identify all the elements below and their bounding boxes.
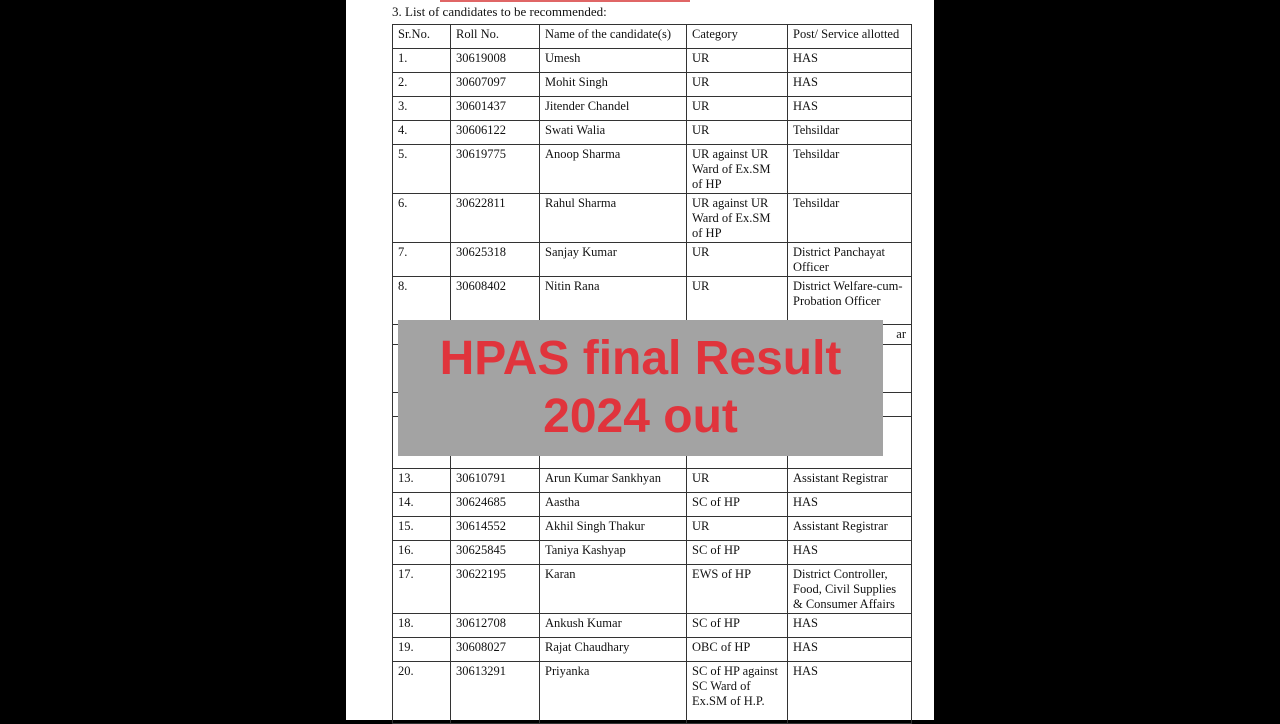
banner-title-line: HPAS final Result — [439, 332, 842, 385]
table-row — [393, 541, 912, 565]
cell-roll-no: 30601437 — [451, 97, 540, 121]
cell-category: SC of HP — [687, 541, 788, 565]
cell-candidate-name: Umesh — [540, 49, 687, 73]
cell-post: Tehsildar — [788, 145, 912, 194]
table-row — [393, 469, 912, 493]
table-row — [393, 145, 912, 194]
cell-candidate-name: Ankush Kumar — [540, 614, 687, 638]
cell-category: UR — [687, 121, 788, 145]
cell-category: UR — [687, 277, 788, 325]
cell-sr-no: 7. — [393, 243, 451, 277]
cell-sr-no: 13. — [393, 469, 451, 493]
cell-candidate-name: Rajat Chaudhary — [540, 638, 687, 662]
cell-sr-no: 8. — [393, 277, 451, 325]
cell-post: HAS — [788, 97, 912, 121]
cell-sr-no: 17. — [393, 565, 451, 614]
table-row — [393, 614, 912, 638]
cell-post: HAS — [788, 662, 912, 724]
result-banner — [398, 320, 883, 456]
cell-sr-no: 19. — [393, 638, 451, 662]
cell-roll-no: 30624685 — [451, 493, 540, 517]
banner-year-line: 2024 out — [543, 390, 738, 443]
cell-roll-no: 30606122 — [451, 121, 540, 145]
table-header-row — [393, 25, 912, 49]
cell-post: HAS — [788, 614, 912, 638]
cell-candidate-name: Priyanka — [540, 662, 687, 724]
cell-roll-no: 30607097 — [451, 73, 540, 97]
cell-roll-no: 30625845 — [451, 541, 540, 565]
cell-category: UR against UR Ward of Ex.SM of HP — [687, 194, 788, 243]
cell-roll-no: 30612708 — [451, 614, 540, 638]
table-row — [393, 638, 912, 662]
table-row — [393, 73, 912, 97]
cell-sr-no: 1. — [393, 49, 451, 73]
cell-post: Assistant Registrar — [788, 469, 912, 493]
cell-candidate-name: Mohit Singh — [540, 73, 687, 97]
table-row — [393, 662, 912, 724]
cell-candidate-name: Swati Walia — [540, 121, 687, 145]
cell-candidate-name: Rahul Sharma — [540, 194, 687, 243]
cell-post: HAS — [788, 73, 912, 97]
cell-candidate-name: Nitin Rana — [540, 277, 687, 325]
cell-post: District Panchayat Officer — [788, 243, 912, 277]
cell-category: SC of HP against SC Ward of Ex.SM of H.P. — [687, 662, 788, 724]
cell-roll-no: 30619008 — [451, 49, 540, 73]
cell-post: HAS — [788, 541, 912, 565]
table-row — [393, 493, 912, 517]
cell-candidate-name: Arun Kumar Sankhyan — [540, 469, 687, 493]
cell-category: SC of HP — [687, 493, 788, 517]
cell-sr-no: 14. — [393, 493, 451, 517]
cell-post: District Controller, Food, Civil Supplies & Consumer Affairs — [788, 565, 912, 614]
cell-candidate-name: Sanjay Kumar — [540, 243, 687, 277]
cell-sr-no: 5. — [393, 145, 451, 194]
cell-roll-no: 30622811 — [451, 194, 540, 243]
cell-roll-no: 30613291 — [451, 662, 540, 724]
cell-category: EWS of HP — [687, 565, 788, 614]
cell-category: SC of HP — [687, 614, 788, 638]
cell-category: OBC of HP — [687, 638, 788, 662]
table-row — [393, 97, 912, 121]
table-row — [393, 121, 912, 145]
cell-category: UR — [687, 73, 788, 97]
cell-candidate-name: Akhil Singh Thakur — [540, 517, 687, 541]
cell-candidate-name: Jitender Chandel — [540, 97, 687, 121]
table-row — [393, 49, 912, 73]
partial-post-text: ar — [896, 327, 906, 341]
cell-roll-no: 30622195 — [451, 565, 540, 614]
cell-post: HAS — [788, 638, 912, 662]
table-row — [393, 517, 912, 541]
cell-sr-no: 4. — [393, 121, 451, 145]
cell-category: UR — [687, 97, 788, 121]
cell-post: Tehsildar — [788, 194, 912, 243]
cell-sr-no: 2. — [393, 73, 451, 97]
cell-post: HAS — [788, 493, 912, 517]
top-red-strip — [440, 0, 690, 2]
cell-post: Assistant Registrar — [788, 517, 912, 541]
cell-category: UR — [687, 49, 788, 73]
list-heading: 3. List of candidates to be recommended: — [392, 4, 607, 19]
table-row — [393, 565, 912, 614]
table-row — [393, 194, 912, 243]
cell-roll-no: 30625318 — [451, 243, 540, 277]
cell-candidate-name: Aastha — [540, 493, 687, 517]
header-sr-no: Sr.No. — [393, 25, 451, 49]
cell-category: UR — [687, 517, 788, 541]
cell-sr-no: 6. — [393, 194, 451, 243]
cell-category: UR against UR Ward of Ex.SM of HP — [687, 145, 788, 194]
cell-roll-no: 30608402 — [451, 277, 540, 325]
cell-post: Tehsildar — [788, 121, 912, 145]
cell-sr-no: 20. — [393, 662, 451, 724]
cell-roll-no: 30614552 — [451, 517, 540, 541]
cell-roll-no: 30610791 — [451, 469, 540, 493]
cell-category: UR — [687, 243, 788, 277]
cell-roll-no: 30608027 — [451, 638, 540, 662]
cell-candidate-name: Karan — [540, 565, 687, 614]
header-category: Category — [687, 25, 788, 49]
cell-roll-no: 30619775 — [451, 145, 540, 194]
header-candidate-name: Name of the candidate(s) — [540, 25, 687, 49]
cell-category: UR — [687, 469, 788, 493]
cell-sr-no: 3. — [393, 97, 451, 121]
cell-post: HAS — [788, 49, 912, 73]
table-row — [393, 243, 912, 277]
header-roll-no: Roll No. — [451, 25, 540, 49]
cell-sr-no: 18. — [393, 614, 451, 638]
cell-candidate-name: Anoop Sharma — [540, 145, 687, 194]
cell-sr-no: 15. — [393, 517, 451, 541]
cell-candidate-name: Taniya Kashyap — [540, 541, 687, 565]
table-row — [393, 277, 912, 325]
header-post: Post/ Service allotted — [788, 25, 912, 49]
cell-sr-no: 16. — [393, 541, 451, 565]
cell-post: District Welfare-cum-Probation Officer — [788, 277, 912, 325]
